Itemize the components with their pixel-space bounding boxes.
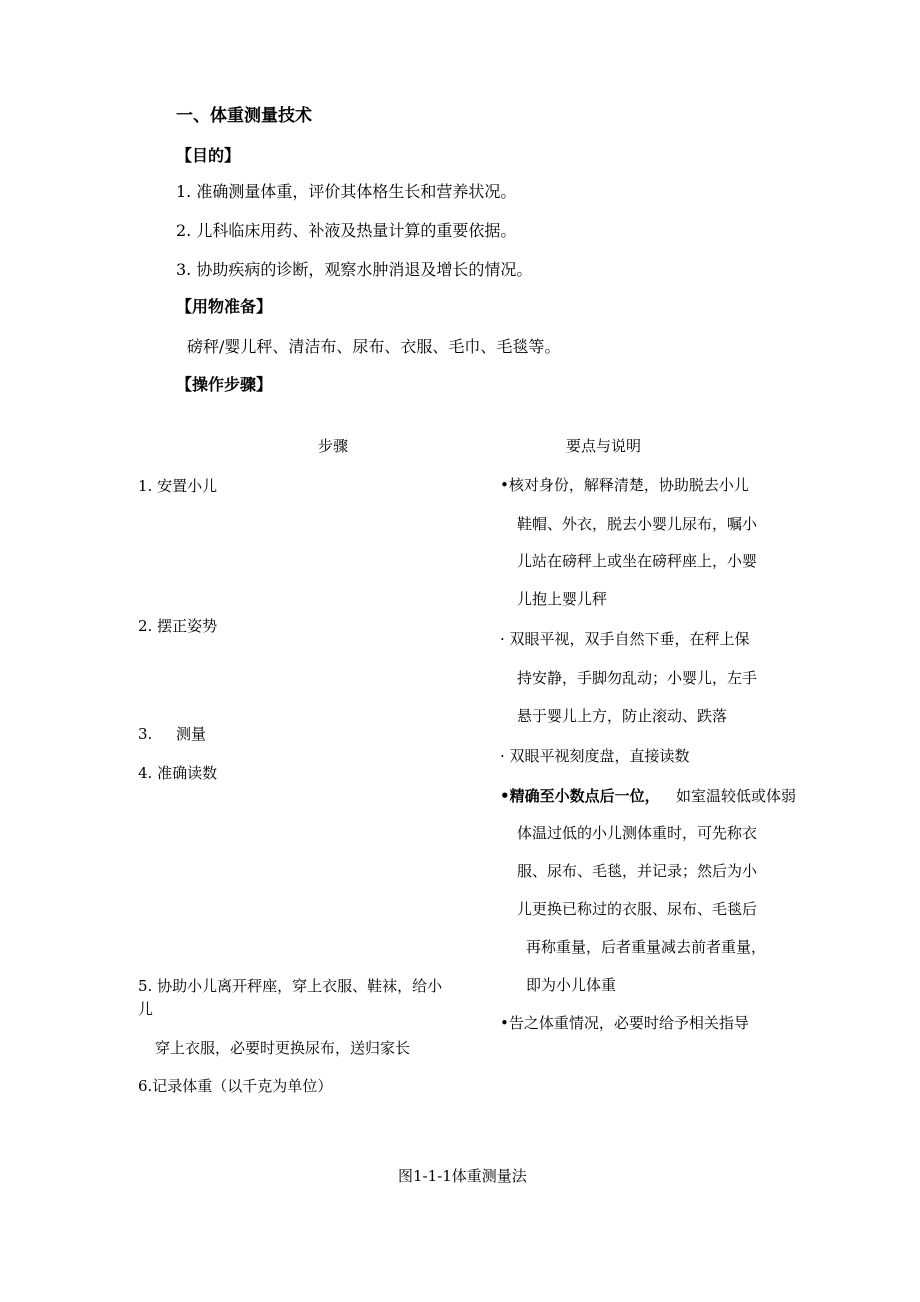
step-5-line-2: 儿 (138, 1000, 154, 1018)
step-6: 6.记录体重（以千克为单位） (138, 1077, 333, 1095)
note-4-line-5: 再称重量，后者重量减去前者重量， (526, 938, 767, 956)
purpose-item-3: 3. 协助疾病的诊断，观察水肿消退及增长的情况。 (176, 260, 533, 279)
column-header-notes: 要点与说明 (566, 437, 642, 455)
materials-text: 磅秤/婴儿秤、清洁布、尿布、衣服、毛巾、毛毯等。 (187, 337, 561, 356)
step-1: 1. 安置小儿 (138, 477, 218, 495)
step-2: 2. 摆正姿势 (138, 617, 218, 635)
column-header-steps: 步骤 (318, 437, 349, 455)
purpose-heading: 【目的】 (176, 146, 241, 165)
note-4-line-2: 体温过低的小儿测体重时，可先称衣 (517, 824, 758, 842)
note-4-line-6: 即为小儿体重 (526, 976, 617, 994)
materials-heading: 【用物准备】 (176, 297, 273, 316)
note-4-line-1: 如室温较低或体弱 (676, 787, 797, 805)
note-1-line-4: 儿抱上婴儿秤 (517, 590, 608, 608)
note-2-line-2: 持安静，手脚勿乱动；小婴儿，左手 (517, 669, 758, 687)
step-3-label: 测量 (176, 725, 207, 743)
note-4-line-4: 儿更换已称过的衣服、尿布、毛毯后 (517, 900, 758, 918)
note-1-line-2: 鞋帽、外衣，脱去小婴儿尿布，嘱小 (517, 515, 758, 533)
procedure-heading: 【操作步骤】 (176, 375, 273, 394)
note-4-line-3: 服、尿布、毛毯，并记录；然后为小 (517, 862, 758, 880)
note-2-line-3: 悬于婴儿上方，防止滚动、跌落 (517, 707, 728, 725)
note-4-bold: •精确至小数点后一位， (500, 787, 660, 805)
step-5-line-3: 穿上衣服，必要时更换尿布，送归家长 (155, 1039, 411, 1057)
note-1-line-1: •核对身份，解释清楚，协助脱去小儿 (500, 476, 749, 494)
note-1-line-3: 儿站在磅秤上或坐在磅秤座上，小婴 (517, 552, 758, 570)
section-title: 一、体重测量技术 (176, 106, 312, 126)
purpose-item-1: 1. 准确测量体重，评价其体格生长和营养状况。 (176, 182, 517, 201)
figure-caption: 图1-1-1体重测量法 (398, 1167, 527, 1185)
step-4: 4. 准确读数 (138, 764, 218, 782)
purpose-item-2: 2. 儿科临床用药、补液及热量计算的重要依据。 (176, 221, 517, 240)
note-3: · 双眼平视刻度盘，直接读数 (500, 747, 690, 765)
step-5-line-1: 5. 协助小儿离开秤座，穿上衣服、鞋袜，给小 (138, 977, 443, 995)
step-3-number: 3. (138, 725, 153, 743)
note-2-line-1: · 双眼平视，双手自然下垂，在秤上保 (500, 630, 750, 648)
note-5: •告之体重情况，必要时给予相关指导 (500, 1014, 749, 1032)
